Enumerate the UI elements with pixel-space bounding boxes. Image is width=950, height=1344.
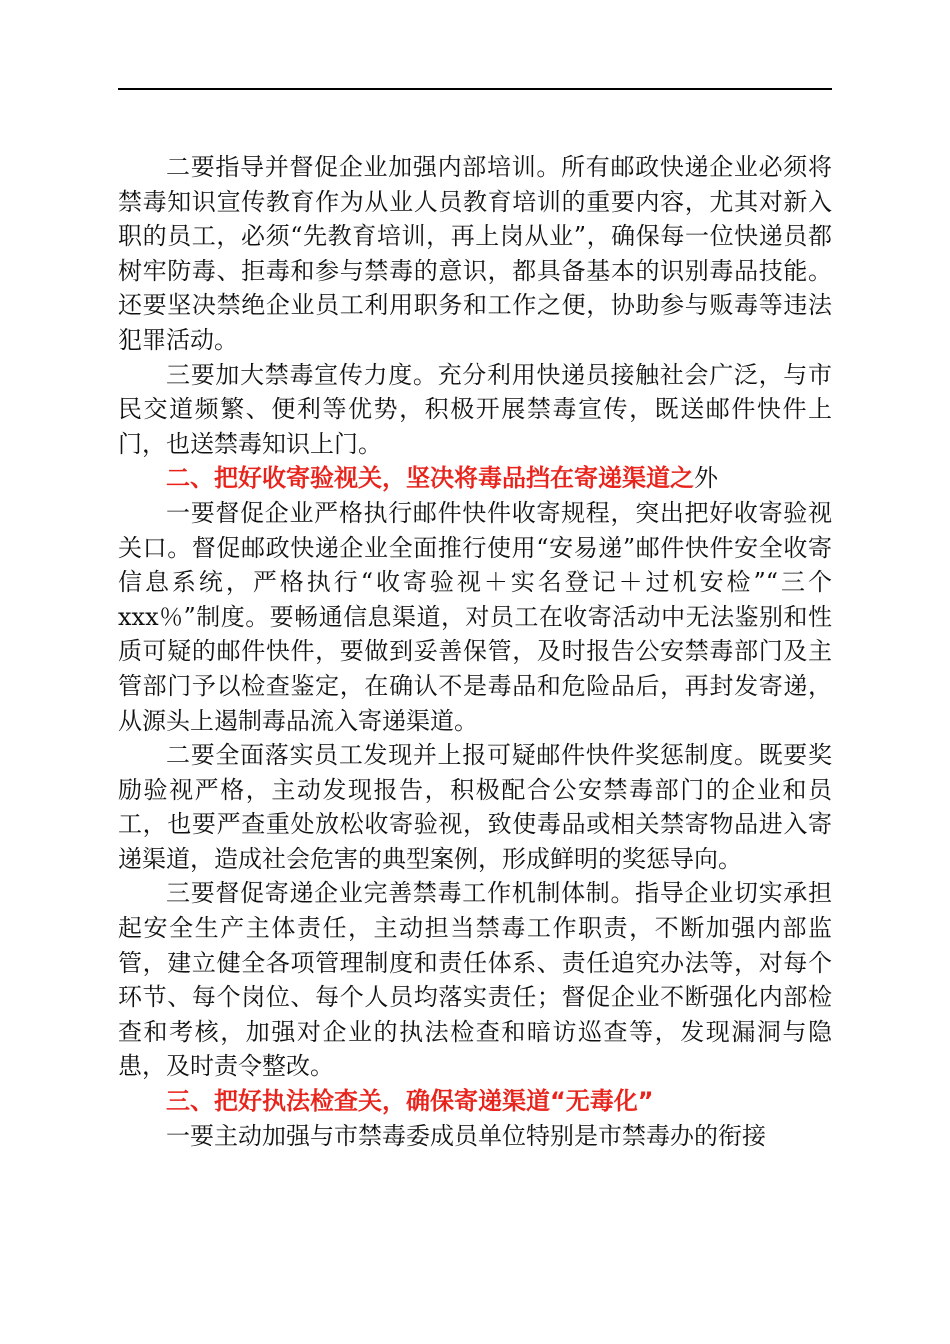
paragraph-publicity: 三要加大禁毒宣传力度。充分利用快递员接触社会广泛，与市民交道频繁、便利等优势，积极开展禁毒宣传，既送邮件快件上门，也送禁毒知识上门。 (118, 360, 832, 458)
paragraph-mechanism: 三要督促寄递企业完善禁毒工作机制体制。指导企业切实承担起安全生产主体责任，主动担当禁毒工作职责，不断加强内部监管，建立健全各项管理制度和责任体系、责任追究办法等，对每个环节、每个岗位、每个人员均落实责任；督促企业不断强化内部检查和考核，加强对企业的执法检查和暗访巡查等，发现漏洞与隐患，及时责令整改。 (118, 879, 832, 1081)
paragraph-inspection-rules: 一要督促企业严格执行邮件快件收寄规程，突出把好收寄验视关口。督促邮政快递企业全面推行使用“安易递”邮件快件安全收寄信息系统，严格执行“收寄验视＋实名登记＋过机安检”“三个xxx％”制度。要畅通信息渠道，对员工在收寄活动中无法鉴别和性质可疑的邮件快件，要做到妥善保管，及时报告公安禁毒部门及主管部门予以检查鉴定，在确认不是毒品和危险品后，再封发寄递，从源头上遏制毒品流入寄递渠道。 (118, 498, 832, 735)
paragraph-reward-punishment: 二要全面落实员工发现并上报可疑邮件快件奖惩制度。既要奖励验视严格，主动发现报告，积极配合公安禁毒部门的企业和员工，也要严查重处放松收寄验视，致使毒品或相关禁寄物品进入寄递渠道，造成社会危害的典型案例，形成鲜明的奖惩导向。 (118, 741, 832, 873)
paragraph-coordination: 一要主动加强与市禁毒委成员单位特别是市禁毒办的衔接 (166, 1121, 766, 1150)
paragraph-training: 二要指导并督促企业加强内部培训。所有邮政快递企业必须将禁毒知识宣传教育作为从业人员教育培训的重要内容，尤其对新入职的员工，必须“先教育培训，再上岗从业”，确保每一位快递员都树牢防毒、拒毒和参与禁毒的意识，都具备基本的识别毒品技能。还要坚决禁绝企业员工利用职务和工作之便，协助参与贩毒等违法犯罪活动。 (118, 153, 832, 354)
document-body (118, 150, 832, 1153)
header-rule (118, 88, 832, 90)
section-heading-2-tail: 外 (694, 464, 718, 493)
section-heading-2 (118, 461, 832, 496)
section-heading-3: 三、把好执法检查关，确保寄递渠道“无毒化” (166, 1087, 654, 1116)
section-heading-2-main: 二、把好收寄验视关，坚决将毒品挡在寄递渠道之 (166, 464, 694, 493)
